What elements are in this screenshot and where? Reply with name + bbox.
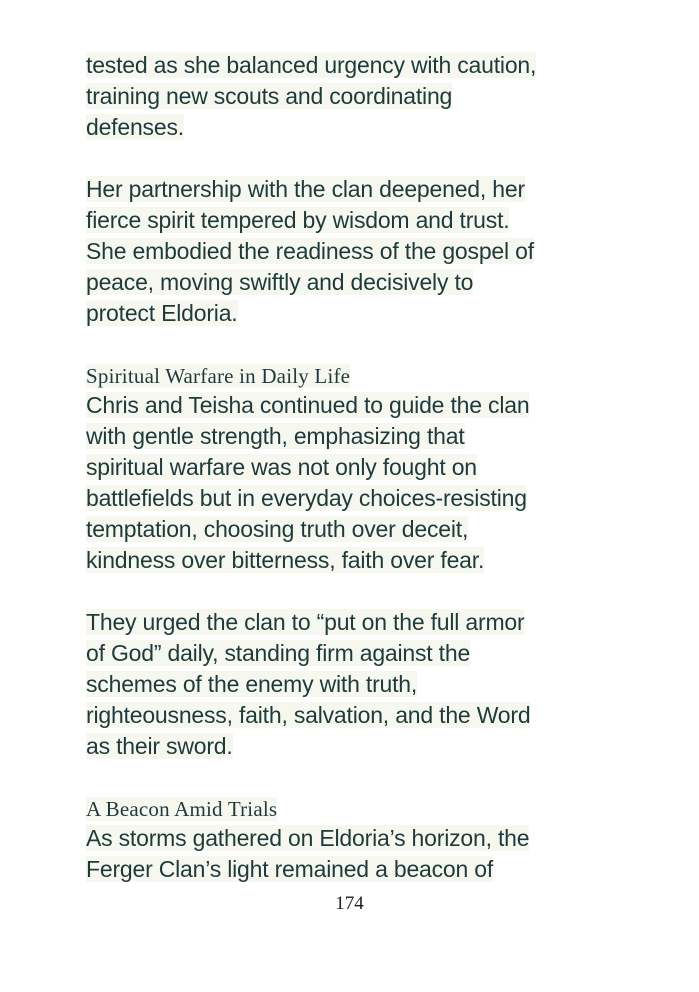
- text-line: As storms gathered on Eldoria’s horizon, the: [86, 825, 530, 851]
- text-line: Her partnership with the clan deepened, her: [86, 176, 525, 202]
- text-line: spiritual warfare was not only fought on: [86, 454, 477, 480]
- paragraph: [86, 390, 536, 576]
- text-line: of God” daily, standing firm against the: [86, 640, 471, 666]
- text-line: tested as she balanced urgency with caution,: [86, 52, 537, 78]
- text-line: training new scouts and coordinating: [86, 83, 453, 109]
- text-line: Ferger Clan’s light remained a beacon of: [86, 856, 494, 882]
- text-line: kindness over bitterness, faith over fear.: [86, 547, 485, 573]
- text-line: schemes of the enemy with truth,: [86, 671, 418, 697]
- text-line: She embodied the readiness of the gospel of: [86, 238, 534, 264]
- paragraph: [86, 607, 536, 762]
- text-line: protect Eldoria.: [86, 300, 238, 326]
- page-content: [86, 50, 536, 916]
- text-line: as their sword.: [86, 733, 233, 759]
- paragraph: [86, 50, 536, 143]
- paragraph: [86, 823, 536, 885]
- text-line: Chris and Teisha continued to guide the clan: [86, 392, 530, 418]
- text-line: temptation, choosing truth over deceit,: [86, 516, 469, 542]
- text-line: fierce spirit tempered by wisdom and trust.: [86, 207, 510, 233]
- paragraph: [86, 174, 536, 329]
- text-line: righteousness, faith, salvation, and the Word: [86, 702, 531, 728]
- section-heading: A Beacon Amid Trials: [86, 797, 278, 821]
- text-line: with gentle strength, emphasizing that: [86, 423, 465, 449]
- section-heading: Spiritual Warfare in Daily Life: [86, 364, 351, 388]
- text-line: They urged the clan to “put on the full armor: [86, 609, 525, 635]
- text-line: peace, moving swiftly and decisively to: [86, 269, 474, 295]
- page-number: 174: [335, 893, 364, 914]
- page-number-footer: [0, 893, 699, 915]
- text-line: defenses.: [86, 114, 184, 140]
- text-line: battlefields but in everyday choices-resisting: [86, 485, 527, 511]
